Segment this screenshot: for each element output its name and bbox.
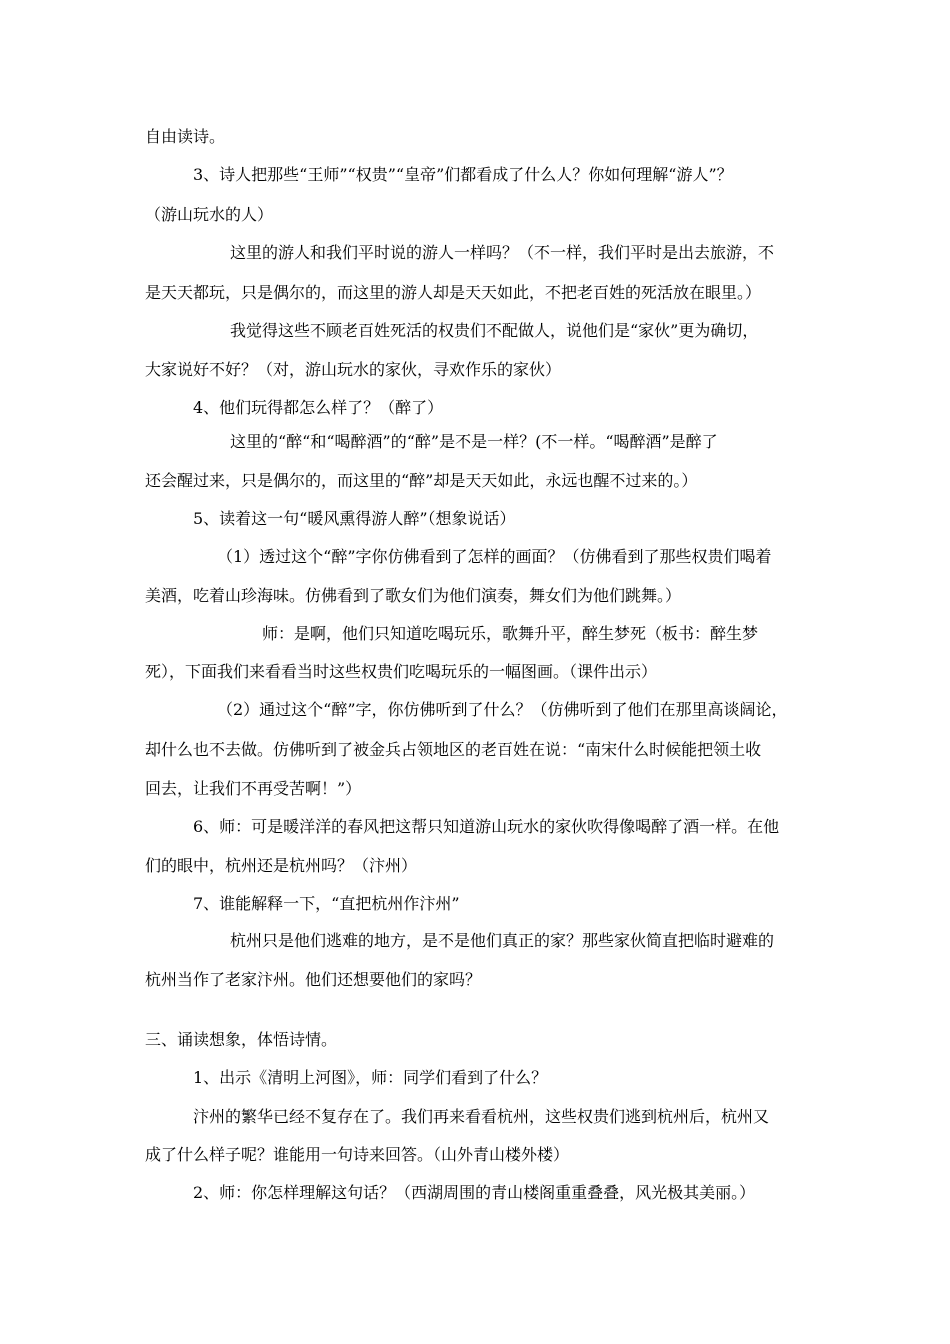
text-line: 7、谁能解释一下，“直把杭州作汴州” xyxy=(193,894,460,913)
text-line: 杭州当作了老家汴州。他们还想要他们的家吗？ xyxy=(145,970,482,989)
text-line: 大家说好不好？（对，游山玩水的家伙，寻欢作乐的家伙） xyxy=(145,360,562,379)
text-line: 却什么也不去做。仿佛听到了被金兵占领地区的老百姓在说：“南宋什么时候能把领土收 xyxy=(145,740,762,759)
text-line: 我觉得这些不顾老百姓死活的权贵们不配做人，说他们是“家伙”更为确切， xyxy=(230,321,759,340)
text-line: 美酒，吃着山珍海味。仿佛看到了歌女们为他们演奏，舞女们为他们跳舞。） xyxy=(145,586,682,605)
text-line: 成了什么样子呢？谁能用一句诗来回答。（山外青山楼外楼） xyxy=(145,1145,570,1164)
text-line: 是天天都玩，只是偶尔的，而这里的游人却是天天如此，不把老百姓的死活放在眼里。） xyxy=(145,283,762,302)
text-line: 死），下面我们来看看当时这些权贵们吃喝玩乐的一幅图画。（课件出示） xyxy=(145,662,658,681)
text-line: 们的眼中，杭州还是杭州吗？（汴州） xyxy=(145,856,418,875)
text-line: 6、师：可是暖洋洋的春风把这帮只知道游山玩水的家伙吹得像喝醉了酒一样。在他 xyxy=(193,817,780,836)
text-line: （1）透过这个“醉”字你仿佛看到了怎样的画面？（仿佛看到了那些权贵们喝着 xyxy=(217,547,772,566)
text-line: 回去，让我们不再受苦啊！”） xyxy=(145,779,362,798)
section-heading: 三、诵读想象，体悟诗情。 xyxy=(145,1030,338,1049)
text-line: 1、出示《清明上河图》，师：同学们看到了什么？ xyxy=(193,1068,548,1087)
text-line: 这里的“醉“和“喝醉酒”的“醉”是不是一样？(不一样。“喝醉酒”是醉了 xyxy=(230,432,718,451)
text-line: （2）通过这个“醉”字，你仿佛听到了什么？（仿佛听到了他们在那里高谈阔论， xyxy=(217,700,788,719)
text-line: 汴州的繁华已经不复存在了。我们再来看看杭州，这些权贵们逃到杭州后，杭州又 xyxy=(193,1107,770,1126)
text-line: 师：是啊，他们只知道吃喝玩乐，歌舞升平，醉生梦死（板书：醉生梦 xyxy=(262,624,759,643)
text-line: 这里的游人和我们平时说的游人一样吗？（不一样，我们平时是出去旅游，不 xyxy=(230,243,775,262)
text-line: 4、他们玩得都怎么样了？（醉了） xyxy=(193,398,444,417)
text-line: （游山玩水的人） xyxy=(145,205,274,224)
text-line: 自由读诗。 xyxy=(145,127,226,146)
text-line: 还会醒过来，只是偶尔的，而这里的“醉”却是天天如此，永远也醒不过来的。） xyxy=(145,471,698,490)
text-line: 2、师：你怎样理解这句话？（西湖周围的青山楼阁重重叠叠，风光极其美丽。） xyxy=(193,1183,756,1202)
text-line: 杭州只是他们逃难的地方，是不是他们真正的家？那些家伙简直把临时避难的 xyxy=(230,931,775,950)
text-line: 3、诗人把那些“王师”“权贵”“皇帝”们都看成了什么人？你如何理解“游人”？ xyxy=(193,165,733,184)
text-line: 5、读着这一句“暖风熏得游人醉”（想象说话） xyxy=(193,509,516,528)
